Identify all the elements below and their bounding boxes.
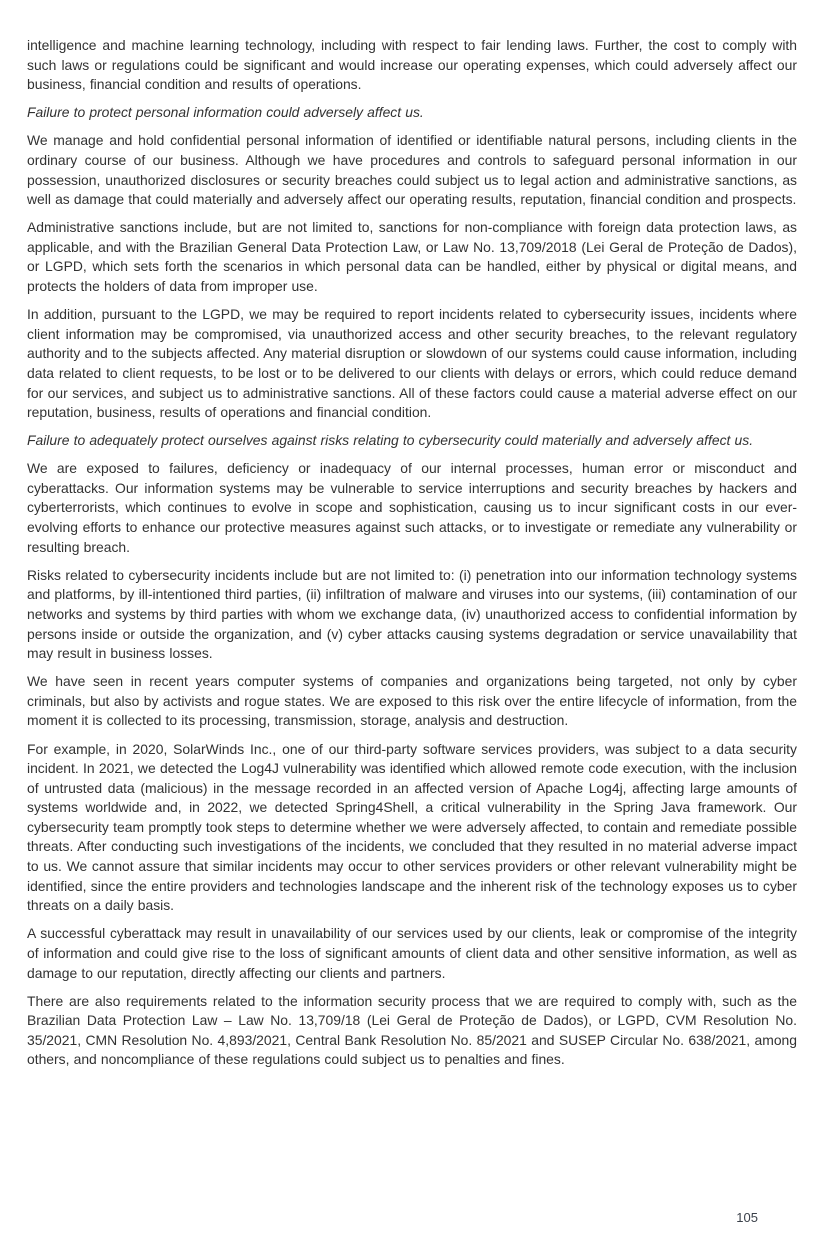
- body-paragraph: We have seen in recent years computer systems of companies and organizations being targeted, not only by cyber criminals, but also by activists and rogue states. We are exposed to this risk over the entire lifecycle of information, from the moment it is collected to its processing, transmission, storage, analysis and destruction.: [27, 673, 797, 729]
- page-body-text: [27, 36, 797, 1079]
- body-paragraph: A successful cyberattack may result in unavailability of our services used by our clients, leak or compromise of the integrity of information and could give rise to the loss of significant amounts of client data and other sensitive information, as well as damage to our reputation, directly affecting our clients and partners.: [27, 925, 797, 981]
- body-paragraph: Administrative sanctions include, but are not limited to, sanctions for non-compliance with foreign data protection laws, as applicable, and with the Brazilian General Data Protection Law, or Law No. 13,709/2018 (Lei Geral de Proteção de Dados), or LGPD, which sets forth the scenarios in which personal data can be handled, either by physical or digital means, and protects the holders of data from improper use.: [27, 219, 797, 295]
- body-paragraph: In addition, pursuant to the LGPD, we may be required to report incidents related to cybersecurity issues, incidents where client information may be compromised, via unauthorized access and other security breaches, to the relevant regulatory authority and to the subjects affected. Any material disruption or slowdown of our systems could cause information, including data related to client requests, to be lost or to be delivered to our clients with delays or errors, which could reduce demand for our services, and subject us to administrative sanctions. All of these factors could cause a material adverse effect on our reputation, business, results of operations and financial condition.: [27, 306, 797, 421]
- risk-factor-heading: Failure to protect personal information could adversely affect us.: [27, 104, 424, 121]
- continuation-paragraph: intelligence and machine learning technology, including with respect to fair lending laws. Further, the cost to comply with such laws or regulations could be significant and would increase our operating expenses, which could adversely affect our business, financial condition and results of operations.: [27, 37, 797, 93]
- body-paragraph: For example, in 2020, SolarWinds Inc., one of our third-party software services providers, was subject to a data security incident. In 2021, we detected the Log4J vulnerability was identified which allowed remote code execution, with the inclusion of untrusted data (malicious) in the message recorded in an affected version of Apache Log4j, affecting large amounts of systems worldwide and, in 2022, we detected Spring4Shell, a critical vulnerability in the Spring Java framework. Our cybersecurity team promptly took steps to determine whether we were adversely affected, to contain and remediate possible threats. After conducting such investigations of the incidents, we concluded that they resulted in no material adverse impact to us. We cannot assure that similar incidents may occur to other services providers or other relevant vulnerability might be identified, since the entire providers and technologies landscape and the inherent risk of the technology exposes us to cyber threats on a daily basis.: [27, 740, 797, 914]
- body-paragraph: We are exposed to failures, deficiency or inadequacy of our internal processes, human error or misconduct and cyberattacks. Our information systems may be vulnerable to service interruptions and security breaches by hackers and cyberterrorists, which continues to evolve in scope and sophistication, causing us to incur significant costs in our ever-evolving efforts to enhance our protective measures against such attacks, or to investigate or remediate any vulnerability or resulting breach.: [27, 460, 797, 555]
- body-paragraph: There are also requirements related to the information security process that we are required to comply with, such as the Brazilian Data Protection Law – Law No. 13,709/18 (Lei Geral de Proteção de Dados), or LGPD, CVM Resolution No. 35/2021, CMN Resolution No. 4,893/2021, Central Bank Resolution No. 85/2021 and SUSEP Circular No. 638/2021, among others, and noncompliance of these regulations could subject us to penalties and fines.: [27, 992, 797, 1068]
- risk-factor-heading: Failure to adequately protect ourselves against risks relating to cybersecurity could materially and adversely affect us.: [27, 432, 754, 449]
- body-paragraph: We manage and hold confidential personal information of identified or identifiable natural persons, including clients in the ordinary course of our business. Although we have procedures and controls to safeguard personal information in our possession, unauthorized disclosures or security breaches could subject us to legal action and administrative sanctions, as well as damage that could materially and adversely affect our operating results, reputation, financial condition and prospects.: [27, 132, 797, 208]
- body-paragraph: Risks related to cybersecurity incidents include but are not limited to: (i) penetration into our information technology systems and platforms, by ill-intentioned third parties, (ii) infiltration of malware and viruses into our systems, (iii) contamination of our networks and systems by third parties with whom we exchange data, (iv) unauthorized access to confidential information by persons inside or outside the organization, and (v) cyber attacks causing systems degradation or service unavailability that may result in business losses.: [27, 566, 797, 662]
- page-number: 105: [736, 1210, 758, 1225]
